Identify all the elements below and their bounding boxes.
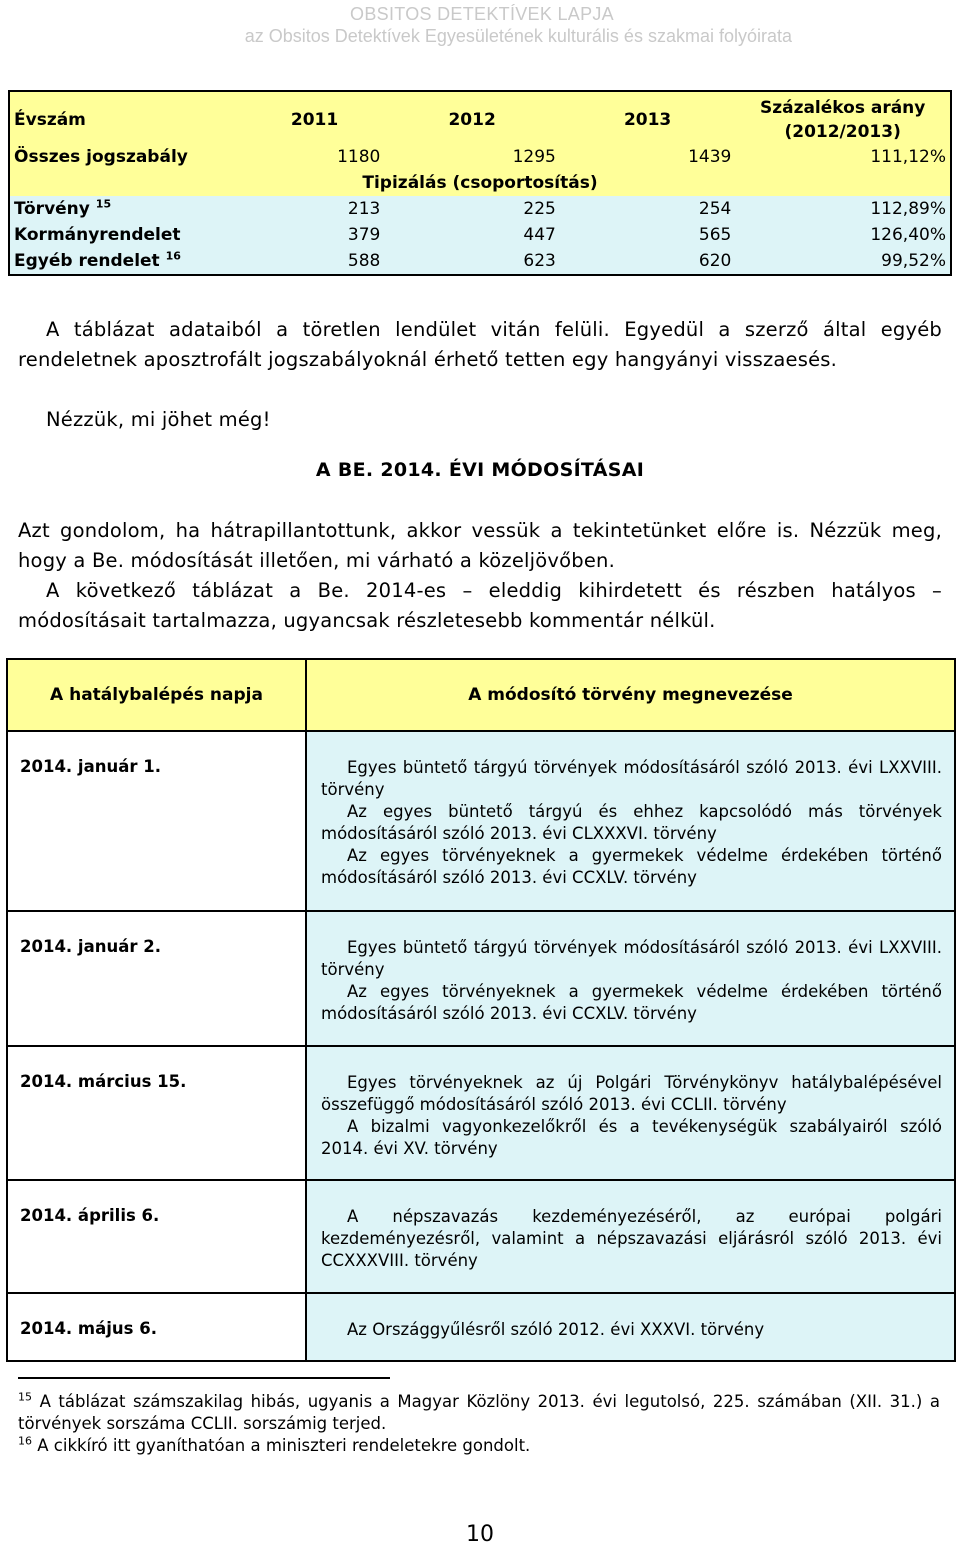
effective-date: 2014. április 6. [7, 1180, 306, 1293]
table-row [7, 1293, 955, 1361]
act-list [306, 731, 955, 911]
table-header-row [9, 91, 951, 144]
footnote-15: $^{15}$ A táblázat számszakilag hibás, ugyanis a Magyar Közlöny 2013. évi legutolsó, 225. számában (XII. 31.) a törvények sorszáma CCLII. sorszámig terjed. [18, 1390, 940, 1433]
row-label: Összes jogszabály [9, 144, 245, 170]
col-2013: 2013 [560, 91, 735, 144]
act-list [306, 1046, 955, 1180]
effective-date: 2014. január 2. [7, 911, 306, 1046]
paragraph-next: Nézzük, mi jöhet még! [46, 408, 271, 431]
footnote-ref: 15 [95, 197, 112, 211]
act-list [306, 911, 955, 1046]
footnote-16: $^{16}$ A cikkíró itt gyaníthatóan a miniszteri rendeletekre gondolt. [18, 1434, 531, 1455]
footnotes [18, 1391, 940, 1457]
col-2011: 2011 [245, 91, 385, 144]
effective-date: 2014. május 6. [7, 1293, 306, 1361]
table-row: Kormányrendelet 379 447 565 126,40% [9, 222, 951, 248]
footnote-ref: 16 [165, 249, 181, 263]
paragraph-table-intro: A következő táblázat a Be. 2014-es – eleddig kihirdetett és részben hatályos – módosításait tartalmazza, ugyancsak részletesebb kommentár nélkül. [18, 579, 942, 632]
footnote-separator [18, 1377, 390, 1379]
effective-date: 2014. március 15. [7, 1046, 306, 1180]
table-row [7, 1180, 955, 1293]
section-title: A BE. 2014. ÉVI MÓDOSÍTÁSAI [315, 459, 645, 481]
act-item: Az egyes törvényeknek a gyermekek védelme érdekében történő módosításáról szóló 2013. évi CCXLV. törvény [321, 982, 942, 1023]
table-row [7, 911, 955, 1046]
group-label: Tipizálás (csoportosítás) [9, 170, 951, 196]
act-item: Az egyes törvényeknek a gyermekek védelme érdekében történő módosításáról szóló 2013. évi CCXLV. törvény [321, 846, 942, 887]
act-item: Egyes törvényeknek az új Polgári Törvénykönyv hatálybalépésével összefüggő módosításáról szóló 2013. évi CCLII. törvény [321, 1073, 942, 1114]
act-item: Az Országgyűlésről szóló 2012. évi XXXVI. törvény [347, 1320, 765, 1339]
act-item: A népszavazás kezdeményezéséről, az európai polgári kezdeményezésről, valamint a népszavazási eljárásról szóló 2013. évi CCXXXVIII. törvény [321, 1207, 942, 1270]
table-row: Egyéb rendelet $^{16}$ 588 623 620 99,52% [9, 248, 951, 275]
journal-subtitle: az Obsitos Detektívek Egyesületének kulturális és szakmai folyóirata [244, 26, 792, 46]
table-row [7, 731, 955, 911]
act-list [306, 1293, 955, 1361]
table-row-total: Összes jogszabály 1180 1295 1439 111,12% [9, 144, 951, 170]
col-amending-act: A módosító törvény megnevezése [306, 659, 955, 731]
act-item: Egyes büntető tárgyú törvények módosításáról szóló 2013. évi LXXVIII. törvény [321, 758, 942, 799]
paragraph-analysis: A táblázat adataiból a töretlen lendület vitán felüli. Egyedül a szerző által egyéb rendeletnek aposztrofált jogszabályoknál érhető tetten egy hangyányi visszaesés. [18, 318, 942, 371]
col-2012: 2012 [384, 91, 559, 144]
col-effective-date: A hatálybalépés napja [7, 659, 306, 731]
table-row [7, 1046, 955, 1180]
act-item: Egyes büntető tárgyú törvények módosításáról szóló 2013. évi LXXVIII. törvény [321, 938, 942, 979]
page-number: 10 [466, 1522, 494, 1547]
act-item: Az egyes büntető tárgyú és ehhez kapcsolódó más törvények módosításáról szóló 2013. évi CLXXXVI. törvény [321, 802, 942, 843]
amendments-table [6, 658, 956, 1362]
act-list [306, 1180, 955, 1293]
table-group-row [9, 170, 951, 196]
journal-title: OBSITOS DETEKTÍVEK LAPJA [350, 4, 614, 24]
legislation-stats-table [8, 90, 952, 276]
paragraph-outlook: Azt gondolom, ha hátrapillantottunk, akkor vessük a tekintetünket előre is. Nézzük meg, hogy a Be. módosítását illetően, mi várható a közeljövőben. [18, 519, 942, 572]
table-row: Törvény $^{15}$ 213 225 254 112,89% [9, 196, 951, 222]
effective-date: 2014. január 1. [7, 731, 306, 911]
col-percent: Százalékos arány (2012/2013) [735, 91, 951, 144]
act-item: A bizalmi vagyonkezelőkről és a tevékenységük szabályairól szóló 2014. évi XV. törvény [321, 1117, 942, 1158]
col-year: Évszám [9, 91, 245, 144]
table-header-row [7, 659, 955, 731]
